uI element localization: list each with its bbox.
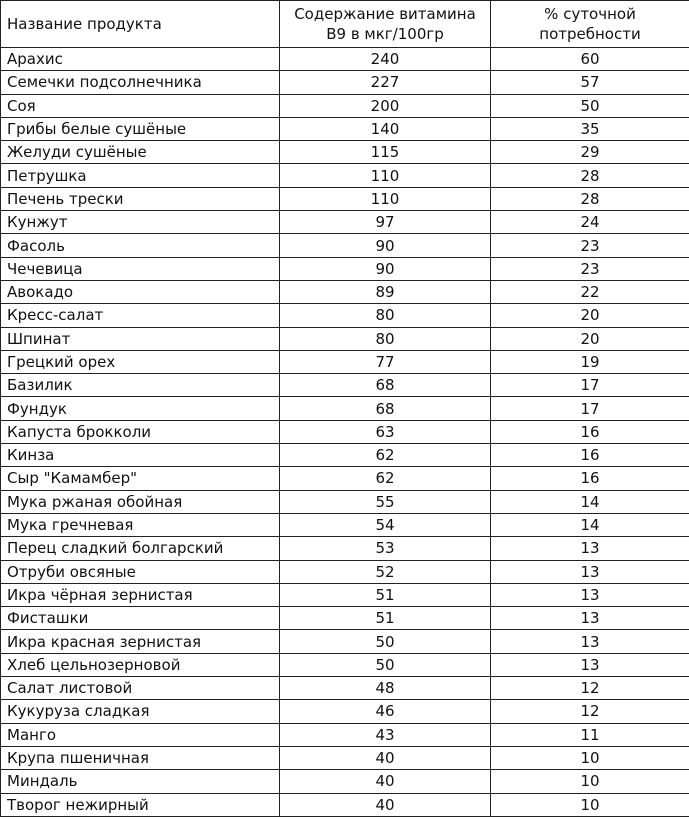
vitamin-content-cell: 80 — [280, 327, 491, 350]
table-row — [1, 630, 689, 653]
vitamin-content-cell: 48 — [280, 677, 491, 700]
vitamin-content-cell: 40 — [280, 770, 491, 793]
vitamin-content-cell: 51 — [280, 583, 491, 606]
vitamin-content-cell: 62 — [280, 467, 491, 490]
product-name-cell: Перец сладкий болгарский — [1, 537, 280, 560]
daily-percent-cell: 13 — [491, 583, 689, 606]
product-name-cell: Мука гречневая — [1, 513, 280, 536]
product-name-cell: Авокадо — [1, 280, 280, 303]
daily-percent-cell: 14 — [491, 490, 689, 513]
table-row — [1, 280, 689, 303]
product-name-cell: Семечки подсолнечника — [1, 71, 280, 94]
table-row — [1, 397, 689, 420]
product-name-cell: Творог нежирный — [1, 793, 280, 816]
product-name-cell: Фасоль — [1, 234, 280, 257]
product-name-cell: Желуди сушёные — [1, 141, 280, 164]
daily-percent-cell: 13 — [491, 630, 689, 653]
daily-percent-cell: 28 — [491, 164, 689, 187]
table-row — [1, 304, 689, 327]
table-row — [1, 71, 689, 94]
table-row — [1, 653, 689, 676]
product-name-cell: Миндаль — [1, 770, 280, 793]
daily-percent-cell: 50 — [491, 94, 689, 117]
product-name-cell: Кинза — [1, 444, 280, 467]
product-name-cell: Капуста брокколи — [1, 420, 280, 443]
daily-percent-cell: 12 — [491, 700, 689, 723]
header-daily-percent: % суточной потребности — [491, 1, 689, 48]
daily-percent-cell: 28 — [491, 187, 689, 210]
product-name-cell: Икра красная зернистая — [1, 630, 280, 653]
table-row — [1, 560, 689, 583]
table-row — [1, 793, 689, 816]
vitamin-content-cell: 89 — [280, 280, 491, 303]
product-name-cell: Икра чёрная зернистая — [1, 583, 280, 606]
table-row — [1, 746, 689, 769]
vitamin-content-cell: 68 — [280, 374, 491, 397]
product-name-cell: Сыр "Камамбер" — [1, 467, 280, 490]
table-row — [1, 234, 689, 257]
daily-percent-cell: 14 — [491, 513, 689, 536]
vitamin-content-cell: 110 — [280, 164, 491, 187]
daily-percent-cell: 20 — [491, 327, 689, 350]
daily-percent-cell: 10 — [491, 746, 689, 769]
vitamin-content-cell: 52 — [280, 560, 491, 583]
daily-percent-cell: 13 — [491, 607, 689, 630]
table-row — [1, 94, 689, 117]
table-row — [1, 583, 689, 606]
daily-percent-cell: 13 — [491, 653, 689, 676]
daily-percent-cell: 12 — [491, 677, 689, 700]
daily-percent-cell: 24 — [491, 211, 689, 234]
header-vitamin-content: Содержание витамина В9 в мкг/100гр — [280, 1, 491, 48]
daily-percent-cell: 10 — [491, 793, 689, 816]
vitamin-content-cell: 68 — [280, 397, 491, 420]
daily-percent-cell: 60 — [491, 48, 689, 71]
vitamin-content-cell: 227 — [280, 71, 491, 94]
table-row — [1, 723, 689, 746]
vitamin-content-cell: 97 — [280, 211, 491, 234]
product-name-cell: Чечевица — [1, 257, 280, 280]
product-name-cell: Базилик — [1, 374, 280, 397]
product-name-cell: Салат листовой — [1, 677, 280, 700]
product-name-cell: Фисташки — [1, 607, 280, 630]
product-name-cell: Мука ржаная обойная — [1, 490, 280, 513]
product-name-cell: Кунжут — [1, 211, 280, 234]
table-row — [1, 374, 689, 397]
product-name-cell: Кукуруза сладкая — [1, 700, 280, 723]
product-name-cell: Хлеб цельнозерновой — [1, 653, 280, 676]
daily-percent-cell: 11 — [491, 723, 689, 746]
table-row — [1, 141, 689, 164]
vitamin-content-cell: 90 — [280, 234, 491, 257]
daily-percent-cell: 16 — [491, 444, 689, 467]
product-name-cell: Петрушка — [1, 164, 280, 187]
vitamin-content-cell: 51 — [280, 607, 491, 630]
table-row — [1, 467, 689, 490]
table-row — [1, 700, 689, 723]
daily-percent-cell: 29 — [491, 141, 689, 164]
product-name-cell: Кресс-салат — [1, 304, 280, 327]
daily-percent-cell: 16 — [491, 467, 689, 490]
table-row — [1, 607, 689, 630]
vitamin-content-cell: 40 — [280, 793, 491, 816]
vitamin-content-cell: 240 — [280, 48, 491, 71]
vitamin-content-cell: 110 — [280, 187, 491, 210]
table-row — [1, 537, 689, 560]
daily-percent-cell: 22 — [491, 280, 689, 303]
table-row — [1, 211, 689, 234]
daily-percent-cell: 13 — [491, 560, 689, 583]
vitamin-content-cell: 200 — [280, 94, 491, 117]
header-row — [1, 1, 689, 48]
daily-percent-cell: 57 — [491, 71, 689, 94]
table-row — [1, 164, 689, 187]
vitamin-content-cell: 46 — [280, 700, 491, 723]
daily-percent-cell: 19 — [491, 350, 689, 373]
vitamin-content-cell: 62 — [280, 444, 491, 467]
vitamin-content-cell: 43 — [280, 723, 491, 746]
product-name-cell: Фундук — [1, 397, 280, 420]
table-row — [1, 513, 689, 536]
table-row — [1, 117, 689, 140]
table-row — [1, 770, 689, 793]
table-row — [1, 490, 689, 513]
product-name-cell: Печень трески — [1, 187, 280, 210]
table-row — [1, 350, 689, 373]
vitamin-content-cell: 63 — [280, 420, 491, 443]
product-name-cell: Шпинат — [1, 327, 280, 350]
product-name-cell: Грибы белые сушёные — [1, 117, 280, 140]
table-row — [1, 48, 689, 71]
vitamin-content-cell: 50 — [280, 653, 491, 676]
daily-percent-cell: 17 — [491, 374, 689, 397]
daily-percent-cell: 17 — [491, 397, 689, 420]
table-row — [1, 327, 689, 350]
daily-percent-cell: 13 — [491, 537, 689, 560]
product-name-cell: Арахис — [1, 48, 280, 71]
vitamin-content-cell: 140 — [280, 117, 491, 140]
vitamin-content-cell: 40 — [280, 746, 491, 769]
table-row — [1, 677, 689, 700]
vitamin-content-cell: 115 — [280, 141, 491, 164]
vitamin-content-cell: 80 — [280, 304, 491, 327]
daily-percent-cell: 35 — [491, 117, 689, 140]
daily-percent-cell: 16 — [491, 420, 689, 443]
vitamin-content-cell: 54 — [280, 513, 491, 536]
product-name-cell: Соя — [1, 94, 280, 117]
table-row — [1, 187, 689, 210]
daily-percent-cell: 20 — [491, 304, 689, 327]
daily-percent-cell: 23 — [491, 257, 689, 280]
product-name-cell: Манго — [1, 723, 280, 746]
vitamin-content-cell: 90 — [280, 257, 491, 280]
vitamin-content-cell: 55 — [280, 490, 491, 513]
vitamin-content-cell: 50 — [280, 630, 491, 653]
vitamin-content-cell: 53 — [280, 537, 491, 560]
table-row — [1, 257, 689, 280]
table-row — [1, 420, 689, 443]
vitamin-content-cell: 77 — [280, 350, 491, 373]
header-product-name: Название продукта — [1, 1, 280, 48]
product-name-cell: Отруби овсяные — [1, 560, 280, 583]
daily-percent-cell: 10 — [491, 770, 689, 793]
product-name-cell: Крупа пшеничная — [1, 746, 280, 769]
daily-percent-cell: 23 — [491, 234, 689, 257]
table-row — [1, 444, 689, 467]
product-name-cell: Грецкий орех — [1, 350, 280, 373]
